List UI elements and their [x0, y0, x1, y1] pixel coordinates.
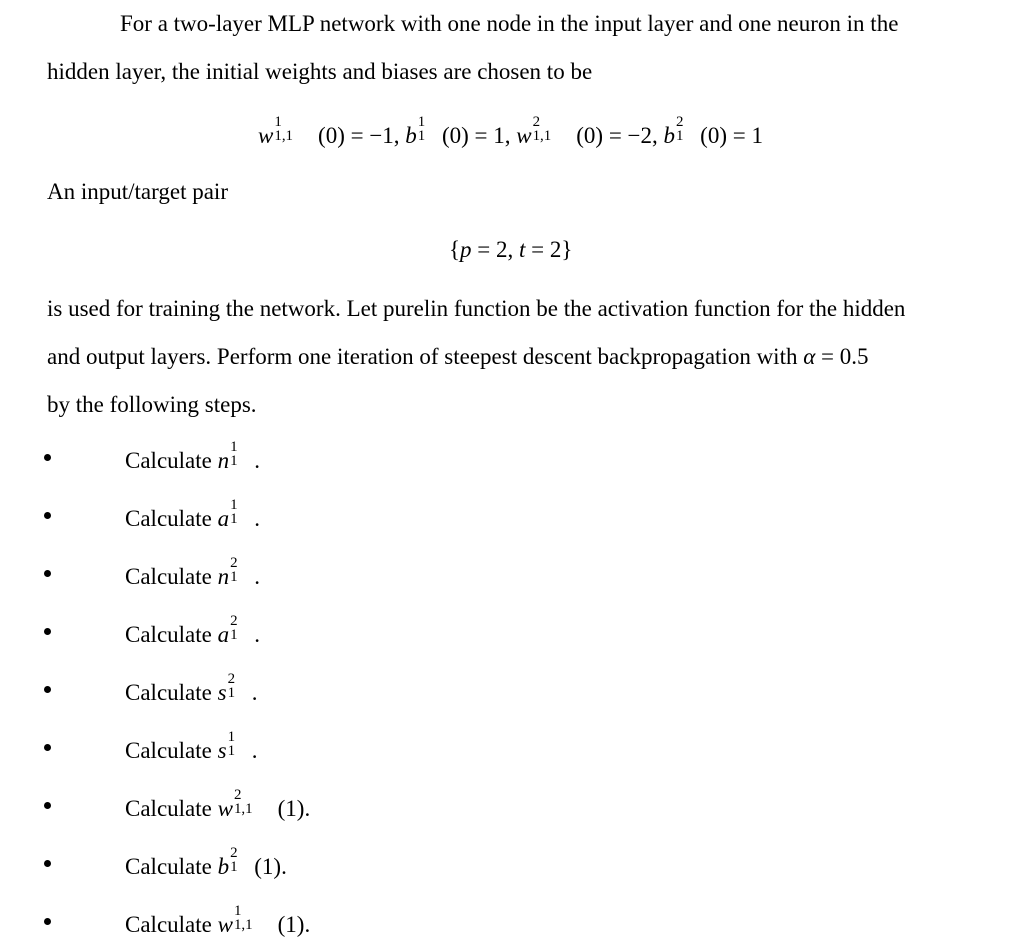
- step-label: Calculate: [125, 796, 212, 821]
- step-sup: 2: [230, 844, 238, 861]
- step-label: Calculate: [125, 854, 212, 879]
- step-label: Calculate: [125, 564, 212, 589]
- w2-arg: (0) = −2,: [576, 123, 658, 148]
- step-label: Calculate: [125, 680, 212, 705]
- w2-sup: 2: [532, 113, 541, 130]
- bullet-icon: [44, 512, 51, 519]
- step-var: w: [217, 796, 233, 821]
- step-sub: 1: [227, 743, 236, 760]
- step-label: Calculate: [125, 448, 212, 473]
- step-suffix: .: [251, 738, 258, 763]
- pair-p-var: p: [460, 237, 472, 262]
- step-var: a: [217, 506, 230, 531]
- pair-open-brace: {: [449, 237, 461, 262]
- step-label: Calculate: [125, 738, 212, 763]
- w1-arg: (0) = −1,: [318, 123, 400, 148]
- pair-close-brace: }: [561, 237, 573, 262]
- b1-arg: (0) = 1,: [441, 123, 511, 148]
- bullet-icon: [44, 628, 51, 635]
- pair-label: An input/target pair: [47, 179, 228, 204]
- step-suffix: .: [251, 680, 258, 705]
- step-sub: 1: [230, 859, 238, 876]
- bullet-icon: [44, 802, 51, 809]
- training-line-3: by the following steps.: [47, 392, 257, 417]
- step-label: Calculate: [125, 912, 212, 937]
- step-var: b: [217, 854, 230, 879]
- training-line-2-text: and output layers. Perform one iteration of steepest descent backpropagation with: [47, 344, 804, 369]
- input-target-pair: [449, 238, 572, 261]
- step-label: Calculate: [125, 622, 212, 647]
- step-suffix: .: [254, 622, 260, 647]
- bullet-icon: [44, 570, 51, 577]
- step-sub: 1,1: [233, 917, 253, 934]
- step-sup: 2: [230, 554, 238, 571]
- w1-var: w: [258, 123, 274, 148]
- w1-sub: 1,1: [274, 128, 294, 145]
- training-line-2: [47, 345, 869, 368]
- step-suffix: .: [254, 564, 260, 589]
- step-sup: 2: [233, 786, 242, 803]
- step-sup: 2: [227, 670, 236, 687]
- b2-var: b: [663, 123, 676, 148]
- step-sup: 1: [230, 438, 238, 455]
- bullet-icon: [44, 860, 51, 867]
- w1-sup: 1: [274, 113, 282, 130]
- pair-t-var: t: [519, 237, 526, 262]
- step-suffix: (1).: [254, 854, 287, 879]
- bullet-icon: [44, 744, 51, 751]
- b2-sub: 1: [676, 128, 684, 145]
- step-label: Calculate: [125, 506, 212, 531]
- initial-values-equation: [258, 113, 763, 148]
- step-sup: 1: [230, 496, 238, 513]
- step-var: s: [217, 680, 227, 705]
- step-sub: 1: [230, 627, 238, 644]
- intro-line-1: For a two-layer MLP network with one node in the input layer and one neuron in the: [120, 11, 899, 36]
- step-sub: 1: [230, 511, 238, 528]
- b1-var: b: [405, 123, 417, 148]
- step-var: w: [217, 912, 233, 937]
- step-suffix: .: [254, 448, 260, 473]
- step-suffix: (1).: [277, 912, 311, 937]
- bullet-icon: [44, 454, 51, 461]
- step-var: n: [217, 448, 230, 473]
- bullet-icon: [44, 686, 51, 693]
- intro-line-2: hidden layer, the initial weights and biases are chosen to be: [47, 59, 593, 84]
- step-sup: 1: [227, 728, 236, 745]
- step-var: a: [217, 622, 230, 647]
- pair-t-eq: = 2: [525, 237, 562, 262]
- step-suffix: (1).: [277, 796, 311, 821]
- alpha-symbol: α: [803, 344, 816, 369]
- step-suffix: .: [254, 506, 260, 531]
- alpha-value: = 0.5: [815, 344, 869, 369]
- training-line-1: is used for training the network. Let purelin function be the activation function for the hidden: [47, 296, 906, 321]
- pair-p-eq: = 2,: [471, 237, 520, 262]
- w2-var: w: [516, 123, 532, 148]
- b1-sub: 1: [417, 128, 426, 145]
- step-sub: 1: [227, 685, 236, 702]
- w2-sub: 1,1: [532, 128, 552, 145]
- step-sub: 1: [230, 453, 238, 470]
- step-sub: 1,1: [233, 801, 253, 818]
- step-sup: 2: [230, 612, 238, 629]
- step-var: s: [217, 738, 227, 763]
- step-var: n: [217, 564, 230, 589]
- b1-sup: 1: [417, 113, 426, 130]
- step-sup: 1: [233, 902, 242, 919]
- step-sub: 1: [230, 569, 238, 586]
- bullet-icon: [44, 918, 51, 925]
- b2-arg: (0) = 1: [700, 123, 763, 148]
- b2-sup: 2: [676, 113, 684, 130]
